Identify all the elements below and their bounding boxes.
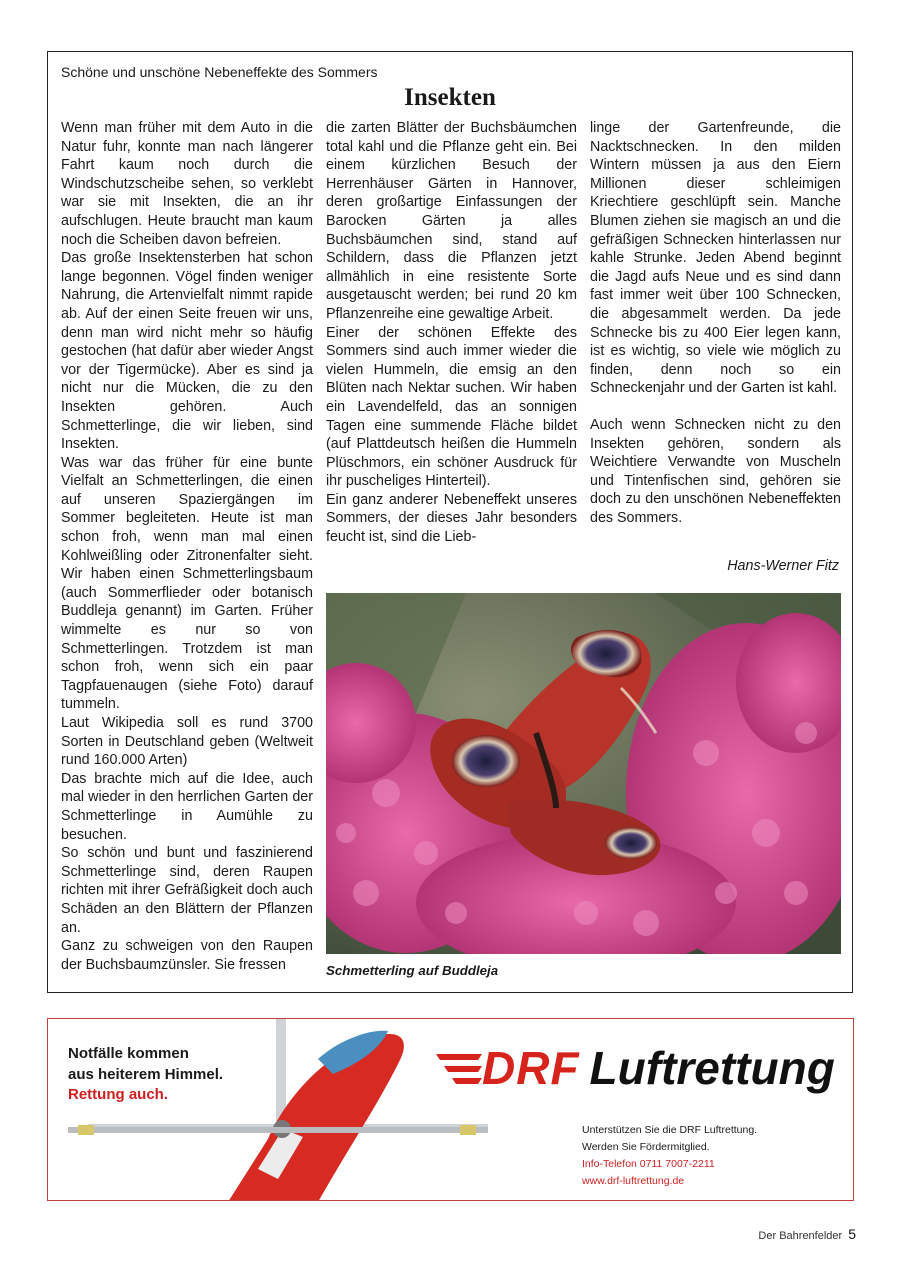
paragraph: die zarten Blätter der Buchsbäumchen total kahl und die Pflanze geht ein. Bei einem kürzlichen Besuch der Herrenhäuser Gärten in Hannover, deren großartige Einfassungen der Barocken Gärten ja alles Buchsbäumchen sind, stand auf Schildern, dass die Pflanzen jetzt allmählich in eine resistente Sorte ausgetauscht werden; bei rund 20 km Pflanzenreihe eine gewaltige Arbeit. xyxy=(326,120,577,322)
ad-info-line: Unterstützen Sie die DRF Luftrettung. xyxy=(582,1124,758,1136)
ad-contact-info xyxy=(582,1122,757,1190)
article-box xyxy=(47,51,853,993)
paragraph: Das große Insektensterben hat schon lange begonnen. Vögel finden weniger Nahrung, die Artenvielfalt nimmt rapide ab. Auf der einen Seite freuen wir uns, denn man wird nicht mehr so häufig gestochen (hat dafür aber wieder Angst vor der Tigermücke). Aber es sind ja nicht nur die Mücken, die zu den Insekten gehören. Auch Schmetterlinge, die wir lieben, sind Insekten. xyxy=(61,250,313,453)
article-kicker: Schöne und unschöne Nebeneffekte des Sommers xyxy=(61,64,378,80)
page-footer xyxy=(758,1226,856,1242)
ad-phone: Info-Telefon 0711 7007-2211 xyxy=(582,1158,715,1170)
paragraph: Wenn man früher mit dem Auto in die Natur fuhr, konnte man nach längerer Fahrt kaum noch durch die Windschutzscheibe sehen, so verklebt war sie mit Insekten, die an ihr aufschlugen. Heute braucht man kaum noch die Scheiben davon befreien. xyxy=(61,120,313,248)
logo-drf-text: DRF xyxy=(482,1042,580,1094)
article-title: Insekten xyxy=(404,84,496,111)
paragraph: Einer der schönen Effekte des Sommers sind auch immer wieder die vielen Hummeln, die emsig an den Blüten nach Nektar suchen. Wir haben ein Lavendelfeld, das an sonnigen Tagen eine summende Fläche bildet (auf Plattdeutsch heißen die Hummeln Plüschmors, ein schöner Ausdruck für ihr puscheliges Hinterteil). xyxy=(326,324,577,490)
text-column-2 xyxy=(326,119,577,547)
paragraph: Laut Wikipedia soll es rund 3700 Sorten in Deutschland geben (Weltweit rund 160.000 Arten) xyxy=(61,715,313,769)
paragraph: Was war das früher für eine bunte Vielfalt an Schmetterlingen, die einen auf unseren Spaziergängen im Sommer begleiteten. Heute ist man schon froh, wenn man mal einen Kohlweißling oder Zitronenfalter sieht. Wir haben einen Schmetterlingsbaum (auch Sommerflieder oder botanisch Buddleja genannt) im Garten. Früher wimmelte es nur so von Schmetterlingen. Trotzdem ist man schon froh, wenn sich ein paar Tagpfauenaugen (siehe Foto) darauf tummeln. xyxy=(61,454,313,713)
ad-tagline xyxy=(68,1044,223,1106)
paragraph: Auch wenn Schnecken nicht zu den Insekten gehören, sondern als Weichtiere Verwandte von Muscheln und Tintenfischen sind, gehören sie doch zu den unschönen Nebeneffekten des Sommers. xyxy=(590,416,841,526)
paragraph: So schön und bunt und faszinierend Schmetterlinge sind, deren Raupen richten mit ihrer Gefräßigkeit doch auch Schäden an den Blättern der Pflanzen an. xyxy=(61,845,313,936)
ad-info-line: Werden Sie Fördermitglied. xyxy=(582,1141,710,1153)
paragraph: Ein ganz anderer Nebeneffekt unseres Sommers, der dieses Jahr besonders feucht ist, sind die Lieb- xyxy=(326,491,577,546)
text-column-1 xyxy=(61,119,313,974)
paragraph: linge der Gartenfreunde, die Nacktschnecken. In den milden Wintern müssen ja aus den Eiern Millionen dieser schleimigen Kriechtiere geschlüpft sein. Manche Blumen ziehen sie magisch an und die gefräßigen Schnecken hinterlassen nur kahle Strunke. Jeden Abend beginnt die Jagd aufs Neue und es sind dann fast immer weit über 100 Schnecken, die abgesammelt werden. Da jede Schnecke bis zu 400 Eier legen kann, ist es wichtig, so viele wie möglich zu finden, denn noch so ein Schneckenjahr und der Garten ist kahl. xyxy=(590,120,841,397)
page-number: 5 xyxy=(848,1226,856,1242)
ad-tagline-line: Notfälle kommen xyxy=(68,1045,189,1062)
paragraph: Das brachte mich auf die Idee, auch mal wieder in den herrlichen Garten der Schmetterlinge in Aumühle zu besuchen. xyxy=(61,770,313,843)
paragraph: Ganz zu schweigen von den Raupen der Buchsbaumzünsler. Sie fressen xyxy=(61,938,313,973)
drf-speed-lines-icon xyxy=(436,1048,482,1088)
logo-luftrettung-text: Luftrettung xyxy=(589,1042,835,1094)
drf-advertisement[interactable] xyxy=(47,1018,854,1201)
butterfly-photo xyxy=(326,593,841,954)
text-column-3 xyxy=(590,119,841,527)
drf-logo xyxy=(436,1041,835,1095)
ad-website-link[interactable]: www.drf-luftrettung.de xyxy=(582,1175,685,1187)
ad-tagline-line: aus heiterem Himmel. xyxy=(68,1065,224,1083)
publication-name: Der Bahrenfelder xyxy=(758,1230,843,1242)
photo-caption: Schmetterling auf Buddleja xyxy=(326,963,499,978)
ad-tagline-highlight: Rettung auch. xyxy=(68,1086,168,1103)
author-byline: Hans-Werner Fitz xyxy=(727,558,839,574)
